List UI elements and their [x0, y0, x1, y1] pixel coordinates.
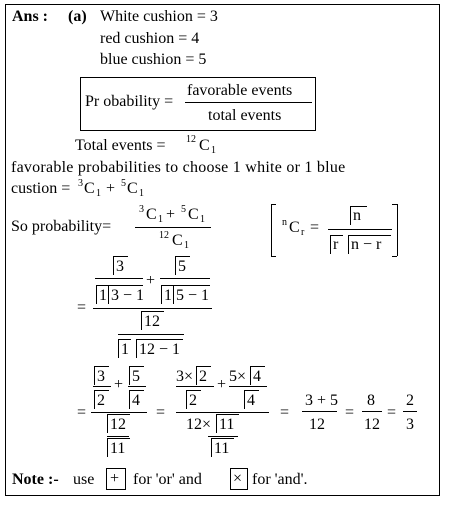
line2-a-c: C — [84, 180, 95, 197]
note-for-and: for 'and'. — [252, 471, 308, 488]
line2-b-c: C — [127, 180, 138, 197]
red-cushion: red cushion = 4 — [100, 30, 200, 47]
total-c: C — [199, 137, 210, 154]
note-use: use — [73, 471, 95, 488]
so-probability-bar — [135, 227, 211, 228]
so-probability-label: So probability= — [11, 218, 112, 235]
comb-c: C — [289, 219, 300, 236]
line2-b-sub: 1 — [139, 188, 144, 199]
line2-plus: + — [106, 180, 116, 197]
note-label: Note :- — [12, 471, 59, 488]
formula-bar — [185, 102, 312, 103]
part-label: (a) — [68, 8, 87, 25]
formula-denominator: total events — [208, 107, 282, 124]
line2-a-sub: 1 — [96, 188, 101, 199]
line2-b-pre: 5 — [121, 178, 126, 189]
total-pre: 12 — [186, 134, 196, 145]
white-cushion: White cushion = 3 — [100, 8, 218, 25]
comb-sub: r — [301, 227, 305, 238]
formula-numerator: favorable events — [187, 82, 293, 99]
blue-cushion: blue cushion = 5 — [100, 51, 207, 68]
probability-lhs: Pr obability = — [85, 93, 174, 110]
note-for-or: for 'or' and — [133, 471, 202, 488]
ans-label: Ans : — [12, 8, 49, 25]
bracket-left — [271, 204, 272, 256]
times-symbol: × — [233, 470, 243, 487]
custion-label: custion = — [11, 180, 71, 197]
bracket-right — [397, 204, 398, 256]
total-label: Total events = — [75, 137, 166, 154]
comb-pre: n — [282, 217, 287, 228]
favorable-line: favorable probabilities to choose 1 white or 1 blue — [11, 159, 346, 176]
plus-symbol: + — [110, 470, 120, 487]
line2-a-pre: 3 — [78, 178, 83, 189]
total-sub: 1 — [211, 145, 216, 156]
